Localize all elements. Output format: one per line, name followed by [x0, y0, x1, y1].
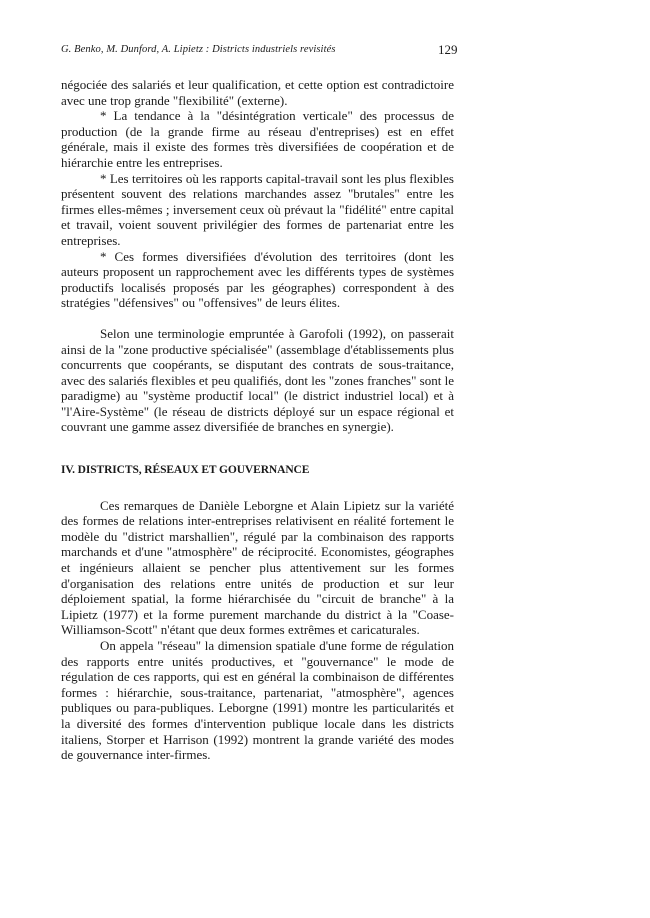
paragraph-bullet-vertical-disintegration: * La tendance à la "désintégration verticale" des processus de production (de la grande firme au réseau d'entreprises) est en effet générale, mais il existe des formes très diversifiées de coopération et de hiérarchie entre les entreprises. — [61, 108, 454, 170]
paragraph-garofoli: Selon une terminologie empruntée à Garofoli (1992), on passerait ainsi de la "zone productive spécialisée" (assemblage d'établissements plus concurrents que coopérants, se disputant des contrats de sous-traitance, avec des salariés flexibles et peu qualifiés, dont les "zones franches" sont le paradigme) au "système productif local" (le district industriel local) et à "l'Aire-Système" (le réseau de districts déployé sur un espace régional et couvrant une gamme assez diversifiée de branches en synergie). — [61, 325, 454, 435]
paragraph-continued: négociée des salariés et leur qualification, et cette option est contradictoire avec une trop grande "flexibilité" (externe). — [61, 77, 454, 108]
paragraph-bullet-evolution-forms: * Ces formes diversifiées d'évolution des territoires (dont les auteurs proposent un rapprochement avec les différents types de systèmes productifs localisés proposés par les géographes) correspondent à des stratégies "défensives" ou "offensives" de leurs élites. — [61, 248, 454, 311]
body-text — [61, 77, 454, 763]
paragraph-bullet-territories: * Les territoires où les rapports capital-travail sont les plus flexibles présentent souvent des relations marchandes assez "brutales" entre les firmes elles-mêmes ; inversement ceux où prévaut la "fidélité" entre capital et travail, voient souvent privilégier des formes de partenariat entre les entreprises. — [61, 170, 454, 248]
running-head: G. Benko, M. Dunford, A. Lipietz : Districts industriels revisités — [61, 44, 336, 55]
page-number: 129 — [438, 42, 458, 57]
paragraph-network-governance: On appela "réseau" la dimension spatiale d'une forme de régulation des rapports entre unités productives, et "gouvernance" le mode de régulation de ces rapports, qui est en général la combinaison de différentes formes : hiérarchie, sous-traitance, partenariat, "atmosphère", agences publiques ou para-publiques. Leborgne (1991) montre les particularités et la diversité des formes d'intervention publique locale dans les districts italiens, Storper et Harrison (1992) montrent la grande variété des modes de gouvernance inter-firmes. — [61, 638, 454, 763]
section-heading: IV. DISTRICTS, RÉSEAUX ET GOUVERNANCE — [61, 464, 310, 477]
paragraph-remarks: Ces remarques de Danièle Leborgne et Alain Lipietz sur la variété des formes de relations inter-entreprises relativisent en réalité fortement le modèle du "district marshallien", régulé par la combinaison des rapports marchands et d'une "atmosphère" de réciprocité. Economistes, géographes et ingénieurs allaient se pencher plus attentivement sur les formes d'organisation des relations entre unités de production et sur leur déploiement spatial, la forme hiérarchisée du "circuit de branche" à la Lipietz (1977) et la forme purement marchande du district à la "Coase-Williamson-Scott" n'étant que deux formes extrêmes et caricaturales. — [61, 497, 454, 638]
